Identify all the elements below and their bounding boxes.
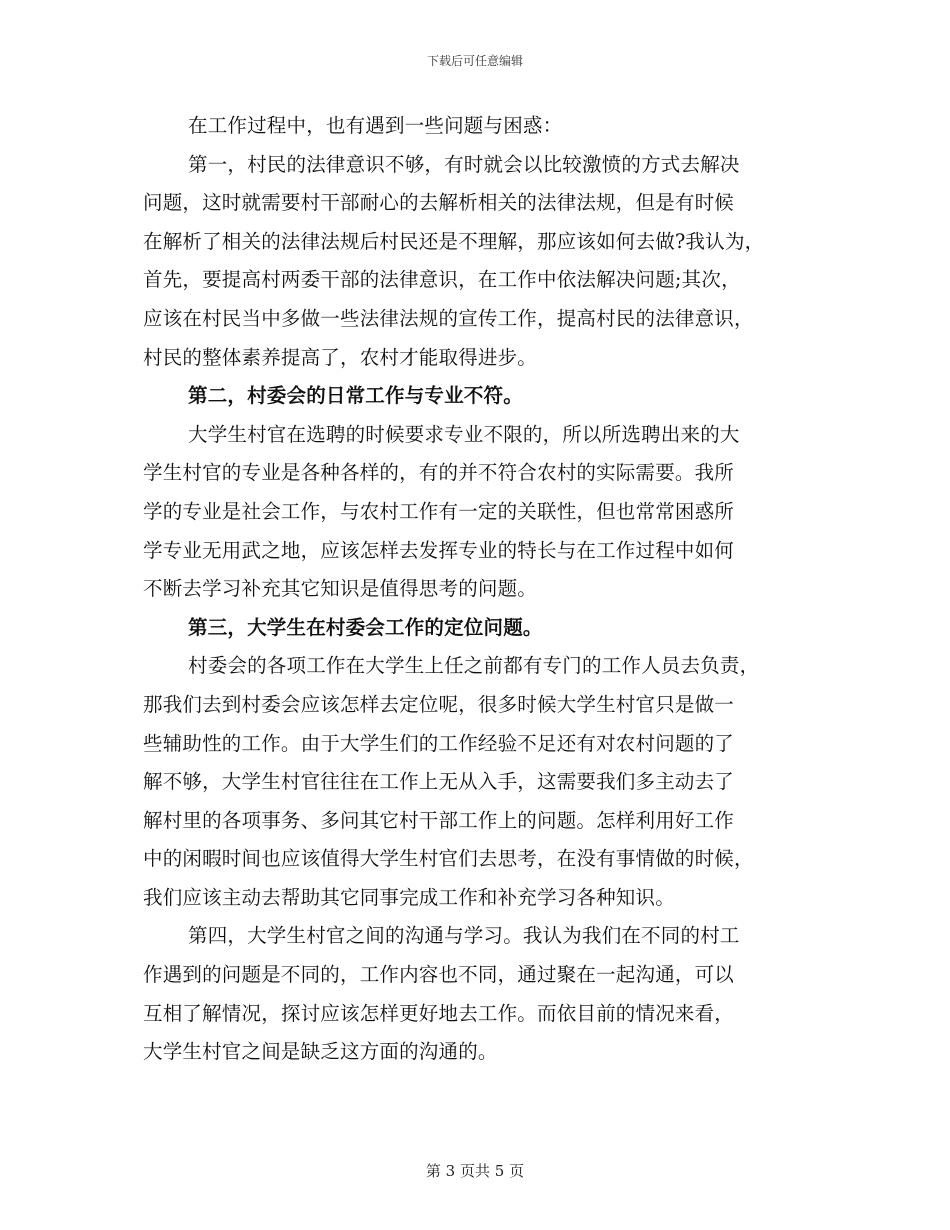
paragraph-fourth-point-line: 作遇到的问题是不同的，工作内容也不同，通过聚在一起沟通，可以 xyxy=(143,963,735,987)
paragraph-third-point-line: 中的闲暇时间也应该值得大学生村官们去思考，在没有事情做的时候， xyxy=(143,847,754,871)
paragraph-first-point-line: 第一，村民的法律意识不够，有时就会以比较激愤的方式去解决 xyxy=(188,152,740,176)
paragraph-fourth-point-line: 第四，大学生村官之间的沟通与学习。我认为我们在不同的村工 xyxy=(188,924,740,948)
paragraph-first-point-line: 首先，要提高村两委干部的法律意识，在工作中依法解决问题;其次， xyxy=(143,268,741,292)
paragraph-third-point-line: 那我们去到村委会应该怎样去定位呢，很多时候大学生村官只是做一 xyxy=(143,692,735,716)
paragraph-first-point-line: 在解析了相关的法律法规后村民还是不理解，那应该如何去做?我认为， xyxy=(143,229,765,253)
paragraph-second-point-line: 学生村官的专业是各种各样的，有的并不符合农村的实际需要。我所 xyxy=(143,461,735,485)
section-heading-third: 第三，大学生在村委会工作的定位问题。 xyxy=(188,615,543,639)
paragraph-second-point-line: 学专业无用武之地，应该怎样去发挥专业的特长与在工作过程中如何 xyxy=(143,538,735,562)
paragraph-fourth-point-line: 互相了解情况，探讨应该怎样更好地去工作。而依目前的情况来看， xyxy=(143,1001,735,1025)
paragraph-third-point-line: 解村里的各项事务、多问其它村干部工作上的问题。怎样利用好工作 xyxy=(143,808,735,832)
paragraph-second-point-line: 学的专业是社会工作，与农村工作有一定的关联性，但也常常困惑所 xyxy=(143,499,735,523)
document-body xyxy=(143,107,818,1072)
paragraph-first-point-line: 村民的整体素养提高了，农村才能取得进步。 xyxy=(143,345,538,369)
paragraph-third-point-line: 村委会的各项工作在大学生上任之前都有专门的工作人员去负责， xyxy=(188,654,760,678)
section-heading-second: 第二，村委会的日常工作与专业不符。 xyxy=(188,384,523,408)
paragraph-third-point-line: 些辅助性的工作。由于大学生们的工作经验不足还有对农村问题的了 xyxy=(143,731,735,755)
paragraph-fourth-point-line: 大学生村官之间是缺乏这方面的沟通的。 xyxy=(143,1040,498,1064)
page-footer-number: 第 3 页共 5 页 xyxy=(425,1162,525,1180)
paragraph-first-point-line: 问题，这时就需要村干部耐心的去解析相关的法律法规，但是有时候 xyxy=(143,191,735,215)
paragraph-second-point-line: 不断去学习补充其它知识是值得思考的问题。 xyxy=(143,577,538,601)
paragraph-second-point-line: 大学生村官在选聘的时候要求专业不限的，所以所选聘出来的大 xyxy=(188,422,740,446)
paragraph-third-point-line: 我们应该主动去帮助其它同事完成工作和补充学习各种知识。 xyxy=(143,885,675,909)
paragraph-intro-line: 在工作过程中，也有遇到一些问题与困惑： xyxy=(188,114,563,137)
paragraph-first-point-line: 应该在村民当中多做一些法律法规的宣传工作，提高村民的法律意识， xyxy=(143,306,754,330)
page-header-note: 下载后可任意编辑 xyxy=(426,54,523,68)
paragraph-third-point-line: 解不够，大学生村官往往在工作上无从入手，这需要我们多主动去了 xyxy=(143,770,735,794)
